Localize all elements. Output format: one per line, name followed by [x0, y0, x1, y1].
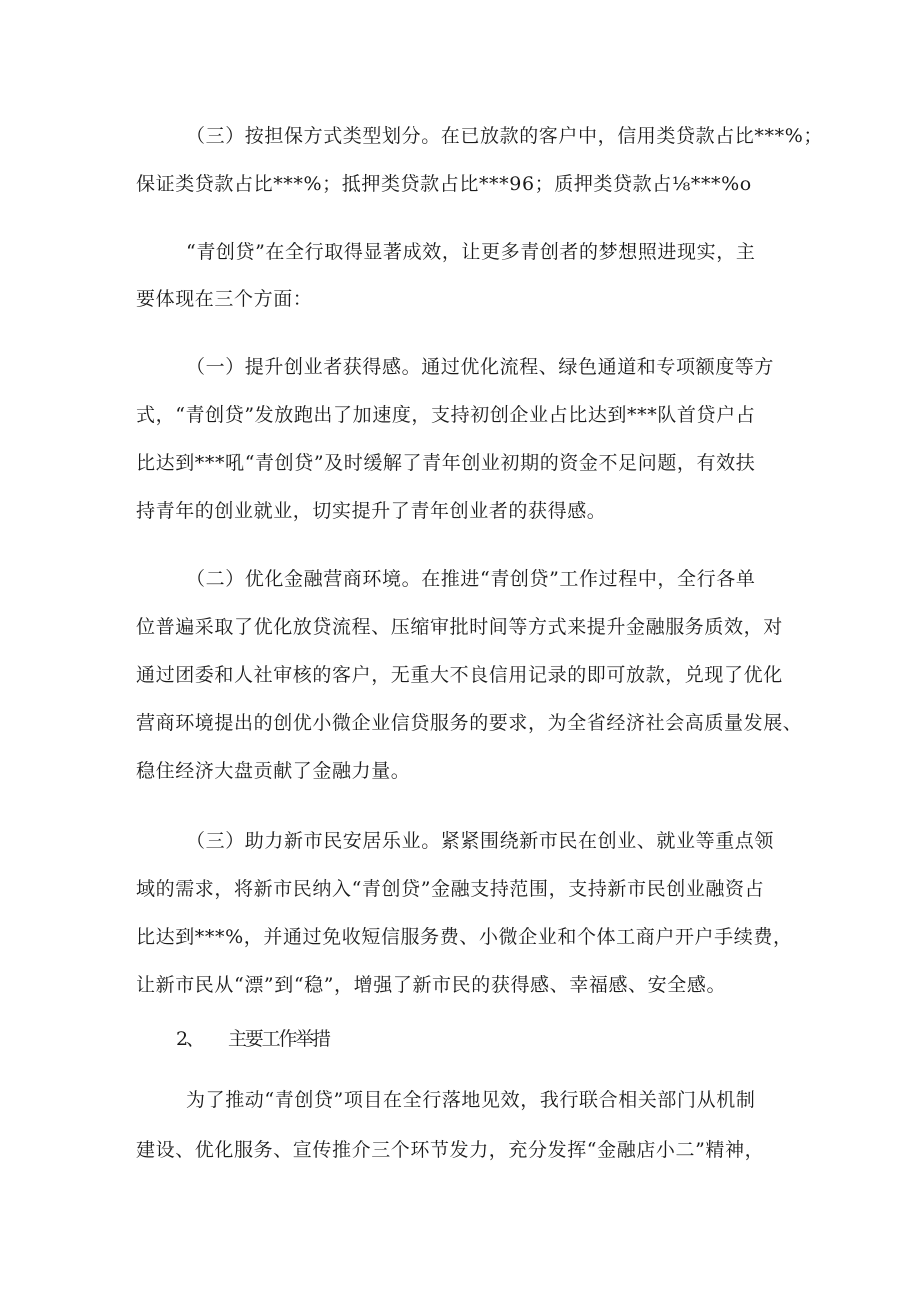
paragraph-3-line-2: 式，“青创贷”发放跑出了加速度，支持初创企业占比达到***队首贷户占: [136, 404, 756, 426]
paragraph-1-line-1: （三）按担保方式类型划分。在已放款的客户中，信用类贷款占比***%；: [186, 125, 823, 147]
paragraph-4-line-5: 稳住经济大盘贡献了金融力量。: [136, 760, 411, 782]
section-heading-number: 2、: [176, 1028, 203, 1050]
paragraph-2-line-1: “青创贷”在全行取得显著成效，让更多青创者的梦想照进现实，主: [186, 241, 756, 263]
paragraph-2-line-2: 要体现在三个方面：: [136, 288, 313, 310]
paragraph-4-line-1: （二）优化金融营商环境。在推进“青创贷”工作过程中，全行各单: [186, 568, 756, 590]
paragraph-5-line-2: 域的需求，将新市民纳入“青创贷”金融支持范围，支持新市民创业融资占: [136, 878, 765, 900]
paragraph-3-line-4: 持青年的创业就业，切实提升了青年创业者的获得感。: [136, 500, 607, 522]
paragraph-5-line-1: （三）助力新市民安居乐业。紧紧围绕新市民在创业、就业等重点领: [186, 830, 775, 852]
paragraph-3-line-1: （一）提升创业者获得感。通过优化流程、绿色通道和专项额度等方: [186, 356, 775, 378]
closing-paragraph-line-2: 建设、优化服务、宣传推介三个环节发力，充分发挥“金融店小二”精神，: [136, 1139, 765, 1161]
paragraph-3-line-3: 比达到***吼“青创贷”及时缓解了青年创业初期的资金不足问题，有效扶: [136, 452, 756, 474]
section-heading-title: 主要工作举措: [228, 1028, 329, 1050]
paragraph-4-line-4: 营商环境提出的创优小微企业信贷服务的要求，为全省经济社会高质量发展、: [136, 712, 803, 734]
paragraph-5-line-3: 比达到***%，并通过免收短信服务费、小微企业和个体工商户开户手续费，: [136, 926, 793, 948]
paragraph-4-line-2: 位普遍采取了优化放贷流程、压缩审批时间等方式来提升金融服务质效，对: [136, 616, 783, 638]
paragraph-5-line-4: 让新市民从“漂”到“稳”，增强了新市民的获得感、幸福感、安全感。: [136, 974, 727, 996]
paragraph-4-line-3: 通过团委和人社审核的客户，无重大不良信用记录的即可放款，兑现了优化: [136, 664, 783, 686]
section-heading: [176, 1027, 836, 1051]
paragraph-1-line-2: 保证类贷款占比***%；抵押类贷款占比***96；质押类贷款占⅛***%o: [136, 173, 752, 195]
closing-paragraph-line-1: 为了推动“青创贷”项目在全行落地见效，我行联合相关部门从机制: [186, 1089, 756, 1111]
